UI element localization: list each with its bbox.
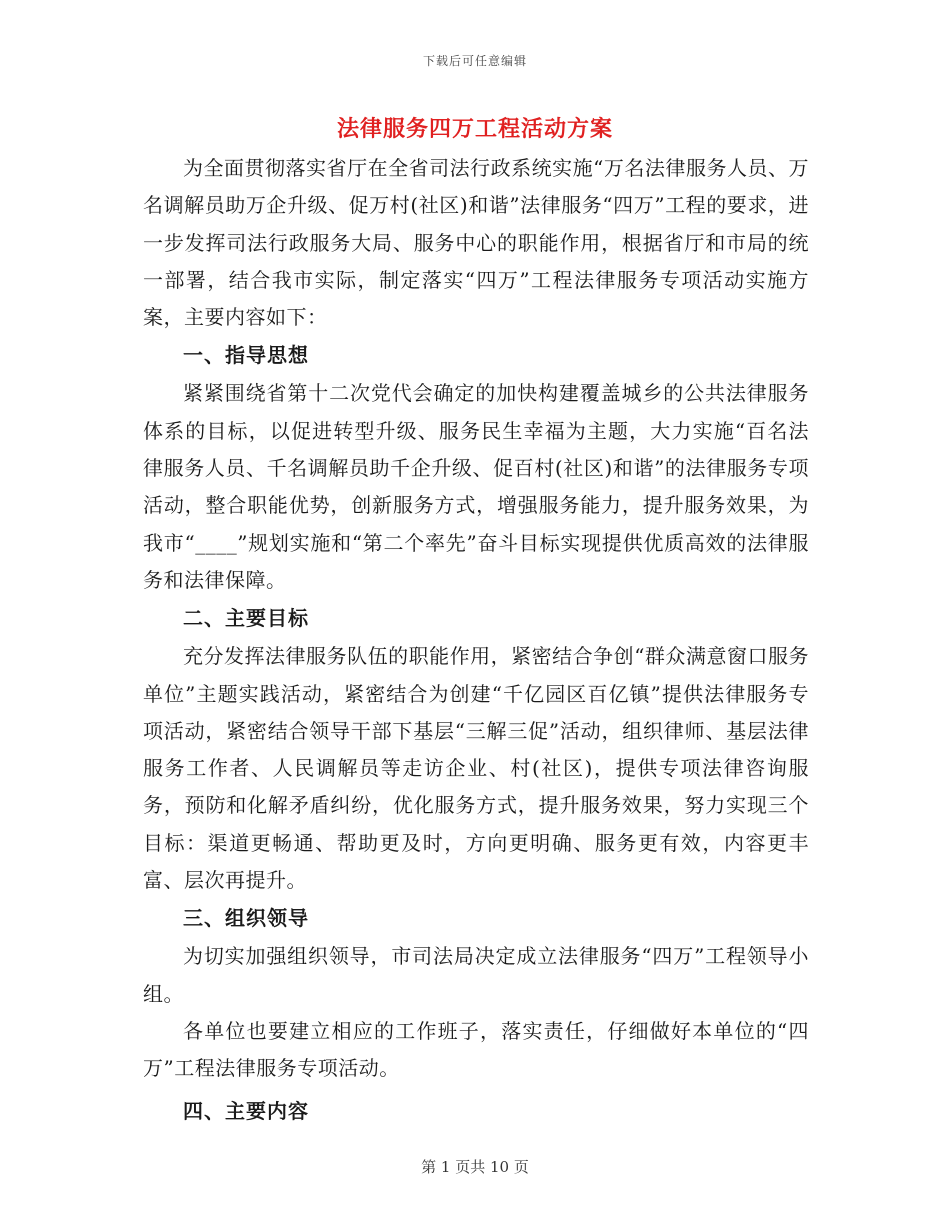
section-heading-main-content: 四、主要内容 xyxy=(183,1098,309,1123)
section-paragraph-main-goals: 充分发挥法律服务队伍的职能作用，紧密结合争创“群众满意窗口服务单位”主题实践活动，紧密结合为创建“千亿园区百亿镇”提供法律服务专项活动，紧密结合领导干部下基层“三解三促”活动，组织律师、基层法律服务工作者、人民调解员等走访企业、村(社区)，提供专项法律咨询服务，预防和化解矛盾纠纷，优化服务方式，提升服务效果，努力实现三个目标：渠道更畅通、帮助更及时，方向更明确、服务更有效，内容更丰富、层次再提升。 xyxy=(143,644,809,893)
document-title: 法律服务四万工程活动方案 xyxy=(336,116,613,142)
section-paragraph-guiding-ideology: 紧紧围绕省第十二次党代会确定的加快构建覆盖城乡的公共法律服务体系的目标，以促进转型升级、服务民生幸福为主题，大力实施“百名法律服务人员、千名调解员助千企升级、促百村(社区)和谐”的法律服务专项活动，整合职能优势，创新服务方式，增强服务能力，提升服务效果，为我市“____”规划实施和“第二个率先”奋斗目标实现提供优质高效的法律服务和法律保障。 xyxy=(143,381,809,592)
page-header: 下载后可任意编辑 xyxy=(422,54,527,68)
page-number-footer: 第 1 页共 10 页 xyxy=(421,1158,529,1176)
document-body xyxy=(143,150,809,1131)
section-heading-main-goals: 二、主要目标 xyxy=(183,606,309,631)
section-paragraph-organization-1: 为切实加强组织领导，市司法局决定成立法律服务“四万”工程领导小组。 xyxy=(143,944,809,1006)
intro-paragraph: 为全面贯彻落实省厅在全省司法行政系统实施“万名法律服务人员、万名调解员助万企升级、促万村(社区)和谐”法律服务“四万”工程的要求，进一步发挥司法行政服务大局、服务中心的职能作用，根据省厅和市局的统一部署，结合我市实际，制定落实“四万”工程法律服务专项活动实施方案，主要内容如下： xyxy=(143,156,809,330)
section-paragraph-organization-2: 各单位也要建立相应的工作班子，落实责任，仔细做好本单位的“四万”工程法律服务专项活动。 xyxy=(143,1018,809,1081)
section-heading-guiding-ideology: 一、指导思想 xyxy=(183,343,309,368)
section-heading-organization: 三、组织领导 xyxy=(183,906,309,931)
